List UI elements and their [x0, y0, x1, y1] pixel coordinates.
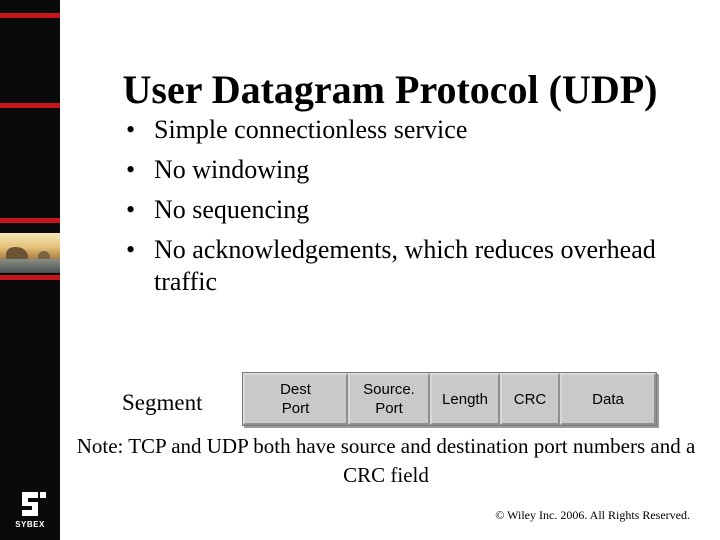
udp-segment-diagram — [242, 372, 657, 426]
field-source-port — [348, 373, 430, 425]
bullet-icon: • — [126, 195, 136, 224]
logo-text: SYBEX — [15, 520, 45, 529]
field-length — [430, 373, 500, 425]
bullet-text: No sequencing — [154, 195, 310, 224]
bullet-list — [126, 114, 686, 306]
bullet-text: No windowing — [154, 155, 310, 184]
left-sidebar — [0, 0, 60, 540]
note-text: Note: TCP and UDP both have source and destination port numbers and a CRC field — [76, 434, 696, 487]
bullet-icon: • — [126, 235, 136, 264]
bullet-text: No acknowledgements, which reduces overhead traffic — [154, 235, 656, 296]
field-label: Dest Port — [280, 381, 311, 417]
field-dest-port — [243, 373, 348, 425]
red-accent-line — [0, 275, 60, 280]
bullet-icon: • — [126, 115, 136, 144]
sybex-logo — [8, 488, 52, 534]
red-accent-line — [0, 103, 60, 108]
field-crc — [500, 373, 560, 425]
bullet-text: Simple connectionless service — [154, 115, 468, 144]
field-label: Source. Port — [363, 381, 415, 417]
bullet-icon: • — [126, 155, 136, 184]
field-label: Data — [592, 390, 624, 408]
field-label: CRC — [513, 390, 547, 408]
slide-title: User Datagram Protocol (UDP) — [122, 67, 658, 112]
bullet-item — [126, 194, 686, 226]
field-label: Length — [442, 390, 488, 408]
coastline-photo — [0, 233, 60, 273]
sybex-logo-icon — [8, 488, 52, 520]
field-data — [560, 373, 656, 425]
bullet-item — [126, 114, 686, 146]
red-accent-line — [0, 218, 60, 223]
red-accent-line — [0, 13, 60, 18]
bullet-item — [126, 234, 686, 298]
segment-label: Segment — [122, 390, 203, 415]
bullet-item — [126, 154, 686, 186]
copyright-notice: © Wiley Inc. 2006. All Rights Reserved. — [495, 508, 690, 522]
